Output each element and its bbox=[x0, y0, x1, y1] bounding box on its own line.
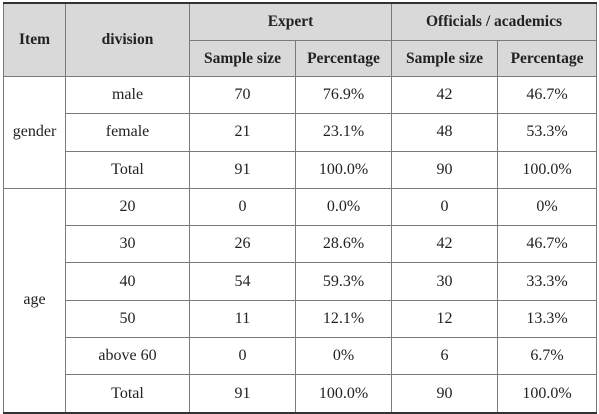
officials-sample-size-cell: 42 bbox=[392, 226, 498, 263]
officials-sample-size-cell: 48 bbox=[392, 114, 498, 151]
officials-sample-size-cell: 6 bbox=[392, 338, 498, 375]
table-row bbox=[4, 300, 597, 337]
division-cell: 40 bbox=[66, 263, 190, 300]
expert-sample-size-cell: 0 bbox=[190, 188, 296, 225]
expert-sample-size-cell: 0 bbox=[190, 338, 296, 375]
division-cell: 20 bbox=[66, 188, 190, 225]
expert-sample-size-cell: 91 bbox=[190, 375, 296, 413]
header-expert-percentage: Percentage bbox=[296, 41, 392, 77]
group-label-age: age bbox=[4, 188, 66, 412]
expert-percentage-cell: 23.1% bbox=[296, 114, 392, 151]
division-cell: Total bbox=[66, 151, 190, 188]
header-officials-percentage: Percentage bbox=[498, 41, 597, 77]
officials-sample-size-cell: 42 bbox=[392, 77, 498, 114]
expert-sample-size-cell: 54 bbox=[190, 263, 296, 300]
survey-sample-table bbox=[3, 2, 597, 414]
header-expert: Expert bbox=[190, 3, 392, 41]
officials-percentage-cell: 100.0% bbox=[498, 375, 597, 413]
officials-percentage-cell: 46.7% bbox=[498, 226, 597, 263]
table-row bbox=[4, 375, 597, 413]
table-row bbox=[4, 338, 597, 375]
expert-sample-size-cell: 91 bbox=[190, 151, 296, 188]
officials-sample-size-cell: 30 bbox=[392, 263, 498, 300]
header-officials-academics: Officials / academics bbox=[392, 3, 597, 41]
table-row bbox=[4, 77, 597, 114]
header-officials-sample-size: Sample size bbox=[392, 41, 498, 77]
officials-percentage-cell: 100.0% bbox=[498, 151, 597, 188]
officials-percentage-cell: 53.3% bbox=[498, 114, 597, 151]
expert-sample-size-cell: 11 bbox=[190, 300, 296, 337]
expert-percentage-cell: 28.6% bbox=[296, 226, 392, 263]
expert-sample-size-cell: 70 bbox=[190, 77, 296, 114]
expert-sample-size-cell: 21 bbox=[190, 114, 296, 151]
division-cell: male bbox=[66, 77, 190, 114]
officials-percentage-cell: 13.3% bbox=[498, 300, 597, 337]
expert-percentage-cell: 100.0% bbox=[296, 151, 392, 188]
expert-percentage-cell: 0.0% bbox=[296, 188, 392, 225]
officials-percentage-cell: 46.7% bbox=[498, 77, 597, 114]
group-label-gender: gender bbox=[4, 77, 66, 189]
expert-percentage-cell: 59.3% bbox=[296, 263, 392, 300]
header-expert-sample-size: Sample size bbox=[190, 41, 296, 77]
division-cell: 50 bbox=[66, 300, 190, 337]
officials-percentage-cell: 33.3% bbox=[498, 263, 597, 300]
division-cell: 30 bbox=[66, 226, 190, 263]
expert-percentage-cell: 100.0% bbox=[296, 375, 392, 413]
table-row bbox=[4, 151, 597, 188]
officials-sample-size-cell: 12 bbox=[392, 300, 498, 337]
expert-sample-size-cell: 26 bbox=[190, 226, 296, 263]
officials-sample-size-cell: 90 bbox=[392, 375, 498, 413]
division-cell: above 60 bbox=[66, 338, 190, 375]
expert-percentage-cell: 12.1% bbox=[296, 300, 392, 337]
officials-percentage-cell: 6.7% bbox=[498, 338, 597, 375]
header-division: division bbox=[66, 3, 190, 77]
table-row bbox=[4, 188, 597, 225]
expert-percentage-cell: 76.9% bbox=[296, 77, 392, 114]
header-item: Item bbox=[4, 3, 66, 77]
officials-sample-size-cell: 90 bbox=[392, 151, 498, 188]
expert-percentage-cell: 0% bbox=[296, 338, 392, 375]
table-row bbox=[4, 226, 597, 263]
table-row bbox=[4, 263, 597, 300]
officials-sample-size-cell: 0 bbox=[392, 188, 498, 225]
division-cell: female bbox=[66, 114, 190, 151]
officials-percentage-cell: 0% bbox=[498, 188, 597, 225]
division-cell: Total bbox=[66, 375, 190, 413]
table-row bbox=[4, 114, 597, 151]
